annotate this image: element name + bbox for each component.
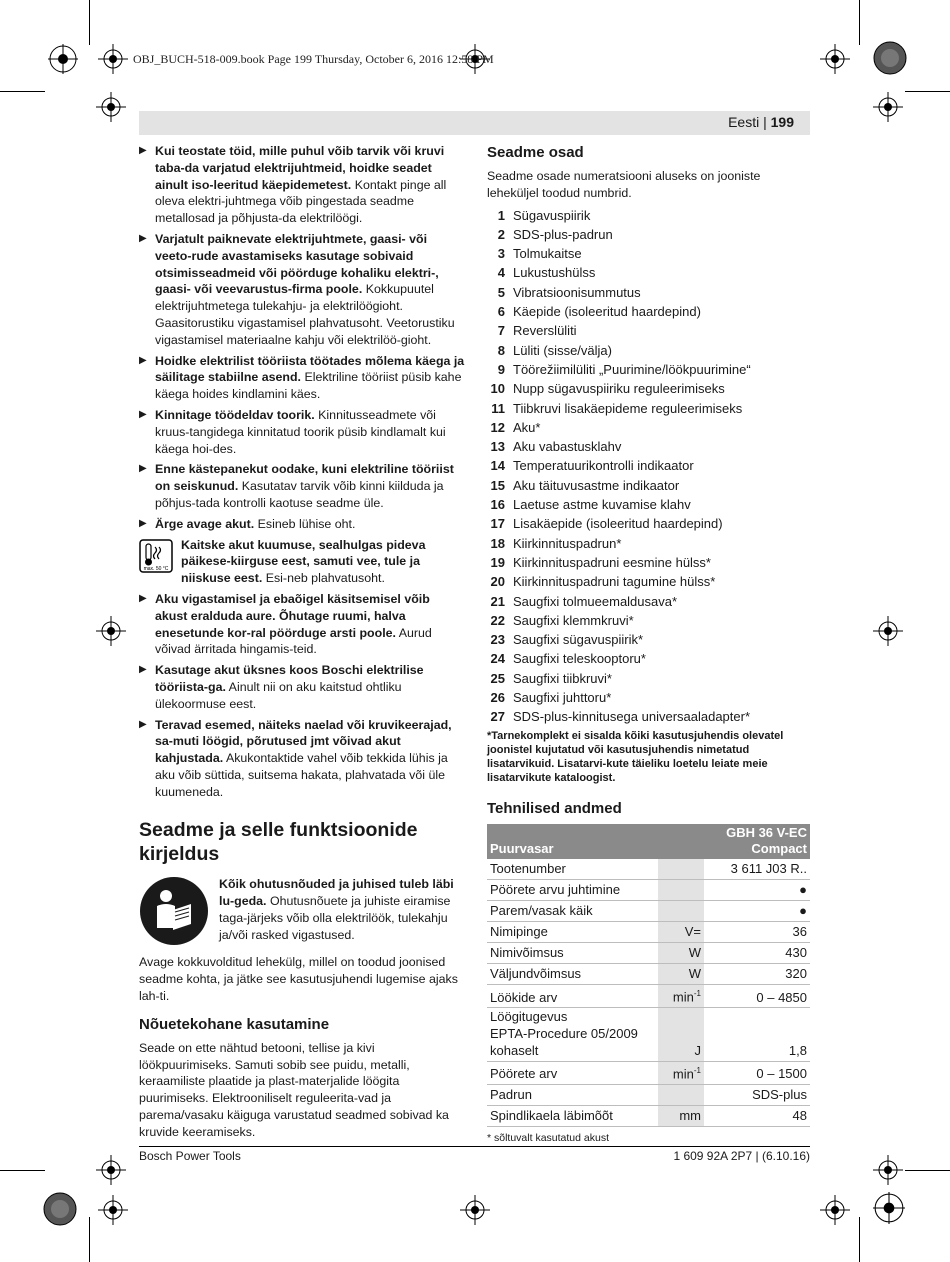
registration-mark-icon [873, 92, 903, 122]
crop-mark [0, 91, 45, 92]
tech-note: * sõltuvalt kasutatud akust [487, 1131, 609, 1144]
part-item [487, 360, 810, 379]
part-number: 13 [490, 439, 505, 455]
part-label: Saugfixi tiibkruvi* [513, 670, 612, 686]
safety-bullet [139, 717, 465, 801]
part-label: Vibratsioonisummutus [513, 284, 641, 300]
part-number: 12 [490, 419, 505, 435]
tech-label: Spindlikaela läbimõõt [487, 1105, 658, 1126]
part-item [487, 534, 810, 553]
registration-mark-icon [96, 616, 126, 646]
part-number: 2 [497, 226, 505, 242]
registration-mark-icon [48, 44, 78, 74]
page-number: 199 [770, 114, 794, 130]
bullet-arrow-icon: ▶ [139, 408, 147, 420]
bullet-bold-text: Ärge avage akut. [155, 516, 255, 531]
left-column [139, 143, 465, 1141]
temperature-warning-icon [139, 539, 173, 573]
bullet-text: Akukontaktide vahel võib tekkida lühis ja aku võib süttida, suitsema hakata, plahvatada või üle kuumeneda. [155, 751, 448, 799]
bullet-arrow-icon: ▶ [139, 664, 147, 676]
part-item [487, 206, 810, 225]
part-item [487, 630, 810, 649]
tech-value: 3 611 J03 R.. [704, 859, 810, 880]
safety-bullet [139, 231, 465, 349]
part-item [487, 707, 810, 726]
registration-mark-icon [820, 44, 850, 74]
crop-mark [905, 1170, 950, 1171]
part-item [487, 649, 810, 668]
footer-rule [139, 1146, 810, 1147]
bullet-bold-text: Kui teostate töid, mille puhul võib tarvik või kruvi taba-da varjatud elektrijuhtmeid, hoidke seadet ainult iso-leeritud käepidemetest. [155, 144, 445, 192]
battery-bullets [139, 591, 465, 801]
bullet-arrow-icon: ▶ [139, 232, 147, 244]
part-number: 3 [497, 246, 505, 262]
part-item [487, 418, 810, 437]
tech-value: SDS-plus [704, 1084, 810, 1105]
part-item [487, 321, 810, 340]
tech-row [487, 901, 810, 922]
part-number: 14 [490, 458, 505, 474]
registration-mark-icon [96, 1155, 126, 1185]
part-number: 24 [490, 651, 505, 667]
parts-footnote: *Tarnekomplekt ei sisalda kõiki kasutusjuhendis olevatel joonistel kujutatud või kasutusjuhendis nimetatud lisatarvikuid. Lisatarvi-kute täieliku loetelu leiate meie lisatarvikute kataloogist. [487, 729, 784, 784]
part-label: Lüliti (sisse/välja) [513, 342, 612, 358]
bullet-arrow-icon: ▶ [139, 592, 147, 604]
part-number: 19 [490, 554, 505, 570]
tech-unit [658, 901, 704, 922]
part-number: 20 [490, 574, 505, 590]
right-column [487, 143, 810, 1147]
read-manual-text: Kõik ohutusnõuded ja juhised tuleb läbi lu-geda. Ohutusnõuete ja juhiste eiramise taga-järjeks võib olla elektrilöök, tulekahju ja/või rasked vigastused. [219, 877, 454, 942]
part-number: 7 [497, 323, 505, 339]
bullet-text: Kokkupuutel elektrijuhtmetega tulekahju- ja elektrilöögioht. Gaasitorustiku vigastamisel plahvatusoht. Veetorustiku vigastamisel materiaalne kahju või elektrilöö-gioht. [155, 282, 455, 347]
fold-out-text: Avage kokkuvolditud lehekülg, millel on toodud joonised seadme kohta, ja jätke see kasutusjuhendi lugemise ajaks lah-ti. [139, 955, 458, 1004]
tech-row [487, 985, 810, 1008]
part-item [487, 456, 810, 475]
part-number: 11 [491, 400, 505, 416]
part-number: 27 [490, 709, 505, 725]
part-label: Saugfixi sügavuspiirik* [513, 632, 644, 648]
tech-table-header [487, 824, 810, 860]
header-bar [139, 111, 810, 135]
part-label: Aku täituvusastme indikaator [513, 477, 680, 493]
part-item [487, 476, 810, 495]
footer-brand: Bosch Power Tools [139, 1149, 241, 1163]
part-label: Temperatuurikontrolli indikaator [513, 458, 694, 474]
tech-row [487, 943, 810, 964]
safety-bullet [139, 591, 465, 658]
registration-mark-icon [98, 44, 128, 74]
bullet-bold-text: Aku vigastamisel ja ebaõigel käsitsemisel võib akust eralduda aure. Õhutage ruumi, halva enesetunde kor-ral pöörduge arsti poole. [155, 591, 430, 640]
tech-title: Tehnilised andmed [487, 799, 622, 817]
tech-row [487, 964, 810, 985]
bullet-arrow-icon: ▶ [139, 517, 147, 529]
registration-mark-icon [98, 1195, 128, 1225]
part-item [487, 611, 810, 630]
part-label: SDS-plus-kinnitusega universaaladapter* [513, 709, 751, 725]
part-label: Reverslüliti [513, 323, 577, 339]
part-label: Käepide (isoleeritud haardepind) [513, 304, 701, 320]
part-label: Kiirkinnituspadruni eesmine hülss* [513, 554, 711, 570]
tech-value: 430 [704, 943, 810, 964]
tech-unit: J [658, 1008, 704, 1061]
part-item [487, 592, 810, 611]
part-number: 26 [490, 690, 505, 706]
bullet-text: Kontakt pinge all oleva elektri-juhtmega võib pingestada seadme metallosad ja põhjusta-da elektrilöögi. [155, 177, 447, 226]
part-item [487, 553, 810, 572]
part-label: Sügavuspiirik [513, 207, 591, 223]
usage-title: Nõuetekohane kasutamine [139, 1015, 330, 1033]
tech-value: 0 – 1500 [704, 1061, 810, 1084]
safety-bullet [139, 461, 465, 511]
part-number: 25 [490, 670, 505, 686]
part-number: 6 [497, 304, 505, 320]
bullet-arrow-icon: ▶ [139, 718, 147, 730]
parts-list [487, 206, 810, 727]
read-manual-notice [139, 876, 465, 946]
color-target-icon [873, 41, 907, 75]
safety-bullets [139, 143, 465, 533]
bullet-bold-text: Teravad esemed, näiteks naelad või kruvikeerajad, sa-muti löögid, põrutused jmt võivad akut kahjustada. [155, 717, 452, 766]
safety-bullet [139, 407, 465, 457]
part-number: 18 [490, 535, 505, 551]
crop-mark [905, 91, 950, 92]
tech-unit: W [658, 943, 704, 964]
part-number: 1 [497, 207, 505, 223]
part-item [487, 283, 810, 302]
part-number: 4 [497, 265, 505, 281]
tech-value: 0 – 4850 [704, 985, 810, 1008]
part-number: 17 [490, 516, 505, 532]
read-manual-icon [139, 876, 209, 946]
part-item [487, 302, 810, 321]
color-target-icon [43, 1192, 77, 1226]
tech-value: 36 [704, 922, 810, 943]
tech-table [487, 824, 810, 1127]
safety-bullet [139, 353, 465, 403]
part-item [487, 399, 810, 418]
part-label: Aku vabastusklahv [513, 439, 622, 455]
tech-row [487, 1084, 810, 1105]
tech-row [487, 1008, 810, 1061]
tech-value: ● [704, 901, 810, 922]
tech-label: Nimipinge [487, 922, 658, 943]
tech-row [487, 859, 810, 880]
part-item [487, 669, 810, 688]
tech-unit [658, 859, 704, 880]
usage-text: Seade on ette nähtud betooni, tellise ja kivi löökpuurimiseks. Samuti sobib see puidu, metalli, keraamiliste plaatide ja plast-materjalide löögita puurimiseks. Elektrooniliselt reguleerita-vad ja parema/vasaku käiguga varustatud seadmed sobivad ka kruvide keeramiseks. [139, 1040, 449, 1139]
part-label: Töörežiimilüliti „Puurimine/löökpuurimine“ [513, 361, 751, 377]
part-item [487, 688, 810, 707]
tech-label: Nimivõimsus [487, 943, 658, 964]
registration-mark-icon [820, 1195, 850, 1225]
heat-warning-text: Kaitske akut kuumuse, sealhulgas pideva päikese-kiirguse eest, samuti vee, tule ja niiskuse eest. Esi-neb plahvatusoht. [181, 537, 426, 586]
part-item [487, 495, 810, 514]
bullet-text: Kinnitusseadmete või kruus-tangidega kinnitatud toorik püsib kindlamalt kui käega hoi-des. [155, 407, 446, 456]
part-number: 16 [490, 497, 505, 513]
part-number: 5 [497, 284, 505, 300]
part-item [487, 437, 810, 456]
tech-row [487, 880, 810, 901]
tech-label: Tootenumber [487, 859, 658, 880]
tech-value: 48 [704, 1105, 810, 1126]
tech-unit: mm [658, 1105, 704, 1126]
part-label: Kiirkinnituspadruni tagumine hülss* [513, 574, 716, 590]
tech-unit: V= [658, 922, 704, 943]
bullet-text: Aurud võivad ärritada hingamis-teid. [155, 625, 432, 657]
part-label: Lisakäepide (isoleeritud haardepind) [513, 516, 723, 532]
heat-warning [139, 537, 465, 587]
part-label: Laetuse astme kuvamise klahv [513, 497, 691, 513]
registration-mark-icon [96, 92, 126, 122]
tech-unit [658, 1084, 704, 1105]
heat-icon-label: max. 50 °C [143, 565, 169, 572]
part-label: Saugfixi juhttoru* [513, 690, 612, 706]
bullet-bold-text: Hoidke elektrilist tööriista töötades mõlema käega ja säilitage stabiilne asend. [155, 353, 465, 385]
tech-head-unit [658, 824, 704, 860]
part-label: Saugfixi teleskooptoru* [513, 651, 646, 667]
part-label: Kiirkinnituspadrun* [513, 535, 622, 551]
tech-label: Pöörete arvu juhtimine [487, 880, 658, 901]
parts-title: Seadme osad [487, 144, 584, 161]
tech-value: 320 [704, 964, 810, 985]
part-item [487, 244, 810, 263]
tech-head-model: GBH 36 V-EC Compact [704, 824, 810, 860]
crop-mark [859, 0, 860, 45]
crop-mark [0, 1170, 45, 1171]
bullet-text: Elektriline tööriist püsib kahe käega hoides kindlamini käes. [155, 370, 462, 402]
tech-label: Väljundvõimsus [487, 964, 658, 985]
part-label: Saugfixi tolmueemaldusava* [513, 593, 678, 609]
part-number: 15 [490, 477, 505, 493]
safety-bullet [139, 143, 465, 227]
bullet-text: Ainult nii on aku kaitstud ohtliku ülekoormuse eest. [155, 679, 402, 711]
tech-row [487, 1105, 810, 1126]
part-label: Tiibkruvi lisakäepideme reguleerimiseks [513, 400, 743, 416]
tech-unit: $\min^{-1}$ [658, 1061, 704, 1084]
part-item [487, 572, 810, 591]
bullet-arrow-icon: ▶ [139, 145, 147, 156]
tech-row [487, 922, 810, 943]
part-label: Nupp sügavuspiiriku reguleerimiseks [513, 381, 725, 397]
tech-unit: $\min^{-1}$ [658, 985, 704, 1008]
header-separator: | [763, 114, 767, 130]
bullet-bold-text: Kasutage akut üksnes koos Boschi elektrilise tööriista-ga. [155, 663, 424, 694]
part-number: 22 [490, 612, 505, 628]
tech-unit: W [658, 964, 704, 985]
part-number: 9 [497, 361, 505, 377]
part-item [487, 379, 810, 398]
part-item [487, 514, 810, 533]
tech-value: 1,8 [704, 1008, 810, 1061]
tech-label: Parem/vasak käik [487, 901, 658, 922]
bullet-bold-text: Enne kästepanekut oodake, kuni elektriline tööriist on seiskunud. [155, 462, 454, 494]
parts-intro: Seadme osade numeratsiooni aluseks on jooniste leheküljel toodud numbrid. [487, 169, 761, 200]
registration-mark-icon [873, 616, 903, 646]
part-label: Tolmukaitse [513, 246, 582, 262]
bullet-arrow-icon: ▶ [139, 354, 147, 366]
safety-bullet [139, 662, 465, 712]
bullet-bold-text: Varjatult paiknevate elektrijuhtmete, gaasi- või veeto-rude avastamiseks kasutage sobivaid otsimisseadmeid või pöörduge kohaliku elektri-, gaasi- või veevarustus-firma poole. [155, 231, 439, 297]
registration-mark-icon [460, 1195, 490, 1225]
tech-label: Padrun [487, 1084, 658, 1105]
section-title: Seadme ja selle funktsioonide kirjeldus [139, 819, 418, 866]
tech-row [487, 1061, 810, 1084]
part-label: Lukustushülss [513, 265, 596, 281]
part-number: 8 [497, 342, 505, 358]
part-number: 10 [490, 381, 505, 397]
part-number: 23 [490, 632, 505, 648]
tech-value: ● [704, 880, 810, 901]
header-language: Eesti [728, 114, 760, 130]
bullet-arrow-icon: ▶ [139, 463, 147, 475]
safety-bullet [139, 516, 465, 533]
part-number: 21 [490, 593, 505, 609]
crop-mark [89, 1217, 90, 1262]
tech-label: Pöörete arv [487, 1061, 658, 1084]
page-header [728, 114, 794, 130]
crop-mark [859, 1217, 860, 1262]
registration-mark-icon [873, 1155, 903, 1185]
crop-mark [89, 0, 90, 45]
tech-label: Löökide arv [487, 985, 658, 1008]
tech-label: Löögitugevus EPTA-Procedure 05/2009 kohaselt [487, 1008, 658, 1061]
bullet-text: Esineb lühise oht. [254, 516, 356, 531]
part-label: SDS-plus-padrun [513, 226, 613, 242]
book-info-line: OBJ_BUCH-518-009.book Page 199 Thursday, October 6, 2016 12:58 PM [133, 52, 494, 66]
tech-unit [658, 880, 704, 901]
tech-head-label: Puurvasar [487, 824, 658, 860]
part-item [487, 263, 810, 282]
part-item [487, 341, 810, 360]
bullet-bold-text: Kinnitage töödeldav toorik. [155, 407, 315, 422]
footer-docnum: 1 609 92A 2P7 | (6.10.16) [673, 1149, 810, 1163]
part-item [487, 225, 810, 244]
registration-mark-icon [873, 1192, 905, 1224]
part-label: Aku* [513, 419, 541, 435]
part-label: Saugfixi klemmkruvi* [513, 612, 634, 628]
bullet-text: Kasutatav tarvik võib kinni kiilduda ja põhjus-tada kontrolli kaotuse seadme üle. [155, 479, 444, 510]
